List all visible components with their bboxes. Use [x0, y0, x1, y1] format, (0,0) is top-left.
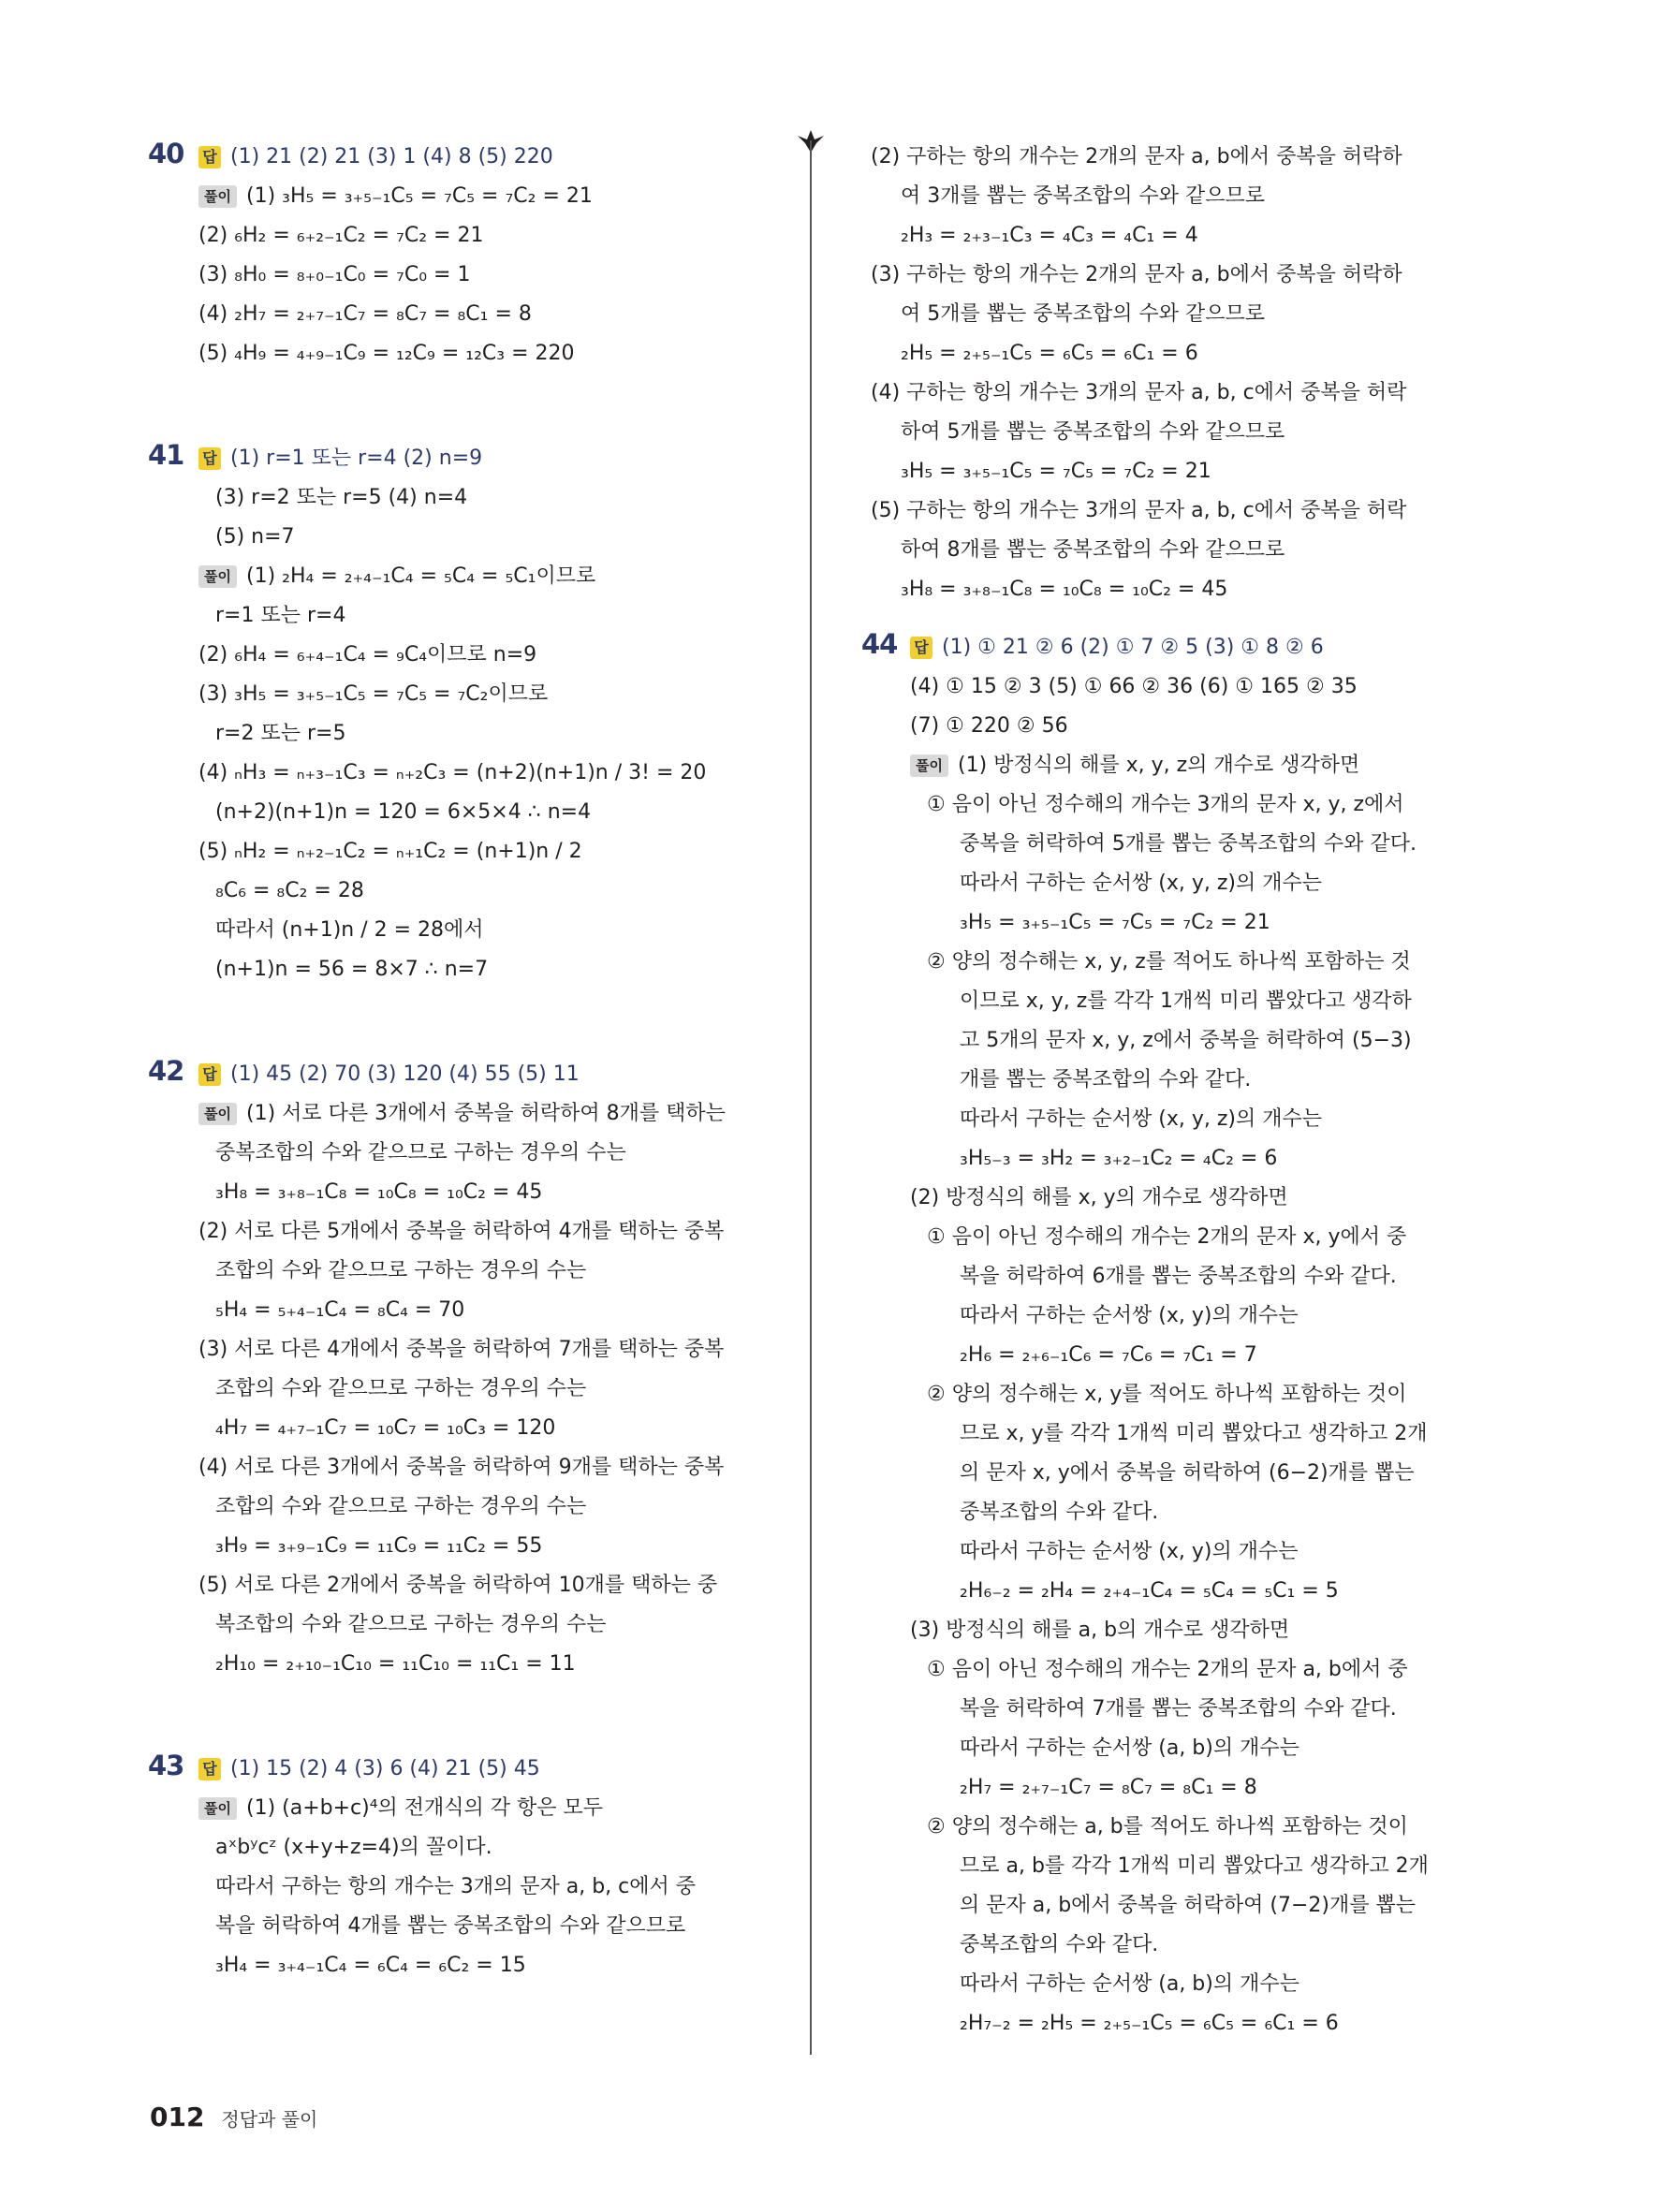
line-text: (5) 구하는 항의 개수는 3개의 문자 a, b, c에서 중복을 허락: [871, 499, 1407, 522]
solution-line: [150, 555, 768, 594]
page-footer: [150, 2102, 317, 2132]
line-text: (n+2)(n+1)n = 120 = 6×5×4 ∴ n=4: [215, 800, 592, 824]
text-line: [871, 1373, 1479, 1413]
answer-text: (1) 15 (2) 4 (3) 6 (4) 21 (5) 45: [230, 1757, 540, 1780]
line-text: ₃H₈ = ₃₊₈₋₁C₈ = ₁₀C₈ = ₁₀C₂ = 45: [215, 1180, 543, 1204]
line-text: r=2 또는 r=5: [215, 722, 346, 745]
text-line: [150, 1407, 768, 1446]
text-line: [871, 136, 1479, 175]
answer-line: [150, 136, 768, 175]
line-text: (3) 구하는 항의 개수는 2개의 문자 a, b에서 중복을 허락하: [871, 263, 1402, 286]
text-line: [871, 332, 1479, 372]
line-text: 따라서 구하는 순서쌍 (x, y)의 개수는: [960, 1304, 1299, 1327]
problem-number: 41: [148, 439, 184, 471]
line-text: ② 양의 정수해는 a, b를 적어도 하나씩 포함하는 것이: [927, 1815, 1408, 1838]
line-text: (3) 방정식의 해를 a, b의 개수로 생각하면: [910, 1619, 1290, 1642]
left-column: [150, 136, 768, 1984]
text-line: [150, 1486, 768, 1525]
text-line: [150, 1132, 768, 1171]
solution-line: [150, 175, 768, 214]
line-text: ₂H₆ = ₂₊₆₋₁C₆ = ₇C₆ = ₇C₁ = 7: [960, 1343, 1257, 1367]
solution-line: [150, 1092, 768, 1132]
line-text: 조합의 수와 같으므로 구하는 경우의 수는: [215, 1495, 587, 1518]
line-text: (3) r=2 또는 r=5 (4) n=4: [215, 486, 468, 509]
line-text: (4) ₙH₃ = ₙ₊₃₋₁C₃ = ₙ₊₂C₃ = (n+2)(n+1)n / 3! = 20: [198, 761, 707, 784]
problem-41: [150, 437, 768, 988]
line-text: (n+1)n = 56 = 8×7 ∴ n=7: [215, 958, 489, 981]
line-text: ₃H₅₋₃ = ₃H₂ = ₃₊₂₋₁C₂ = ₄C₂ = 6: [960, 1147, 1278, 1170]
text-line: [871, 1019, 1479, 1059]
text-line: [871, 941, 1479, 980]
text-line: [150, 1250, 768, 1289]
line-text: (2) 서로 다른 5개에서 중복을 허락하여 4개를 택하는 중복: [198, 1220, 725, 1243]
line-text: (2) ₆H₂ = ₆₊₂₋₁C₂ = ₇C₂ = 21: [198, 224, 484, 247]
text-line: [871, 1255, 1479, 1295]
text-line: [871, 450, 1479, 490]
line-text: 이므로 x, y, z를 각각 1개씩 미리 뽑았다고 생각하: [960, 989, 1412, 1013]
line-text: r=1 또는 r=4: [215, 604, 346, 627]
line-text: ₃H₉ = ₃₊₉₋₁C₉ = ₁₁C₉ = ₁₁C₂ = 55: [215, 1534, 543, 1558]
solution-text: (1) 방정식의 해를 x, y, z의 개수로 생각하면: [957, 754, 1360, 777]
problem-43: [150, 1748, 768, 1984]
line-text: ₄H₇ = ₄₊₇₋₁C₇ = ₁₀C₇ = ₁₀C₃ = 120: [215, 1416, 556, 1440]
line-text: 므로 x, y를 각각 1개씩 미리 뽑았다고 생각하고 2개: [960, 1422, 1428, 1445]
text-line: [871, 529, 1479, 568]
text-line: [150, 752, 768, 791]
line-text: 복을 허락하여 4개를 뽑는 중복조합의 수와 같으므로: [215, 1914, 686, 1938]
text-line: [150, 1905, 768, 1944]
text-line: [871, 2002, 1479, 2042]
line-text: 하여 8개를 뽑는 중복조합의 수와 같으므로: [901, 538, 1285, 562]
line-text: ② 양의 정수해는 x, y, z를 적어도 하나씩 포함하는 것: [927, 950, 1411, 974]
text-line: [871, 1491, 1479, 1531]
problem-44: [861, 626, 1479, 666]
answer-text: (1) r=1 또는 r=4 (2) n=9: [230, 447, 483, 470]
text-line: [871, 1452, 1479, 1491]
text-line: [150, 594, 768, 634]
text-line: [871, 293, 1479, 332]
line-text: 므로 a, b를 각각 1개씩 미리 뽑았다고 생각하고 2개: [960, 1854, 1429, 1878]
solution-line: [150, 1787, 768, 1826]
text-line: [150, 1866, 768, 1905]
line-text: 따라서 구하는 순서쌍 (a, b)의 개수는: [960, 1972, 1299, 1996]
line-text: (4) ₂H₇ = ₂₊₇₋₁C₇ = ₈C₇ = ₈C₁ = 8: [198, 302, 532, 326]
text-line: [871, 901, 1479, 941]
text-line: [150, 634, 768, 673]
line-text: 따라서 구하는 순서쌍 (x, y, z)의 개수는: [960, 872, 1322, 895]
line-text: (2) 구하는 항의 개수는 2개의 문자 a, b에서 중복을 허락하: [871, 145, 1402, 168]
text-line: [871, 1924, 1479, 1963]
line-text: 복조합의 수와 같으므로 구하는 경우의 수는: [215, 1613, 607, 1636]
line-text: ₂H₇ = ₂₊₇₋₁C₇ = ₈C₇ = ₈C₁ = 8: [960, 1776, 1257, 1799]
text-line: [150, 214, 768, 254]
line-text: 의 문자 a, b에서 중복을 허락하여 (7−2)개를 뽑는: [960, 1894, 1417, 1917]
answer-badge: 답: [198, 1758, 221, 1780]
problem-40: [150, 136, 768, 372]
line-text: 복을 허락하여 6개를 뽑는 중복조합의 수와 같다.: [960, 1265, 1397, 1288]
answer-text: (1) 21 (2) 21 (3) 1 (4) 8 (5) 220: [230, 145, 553, 168]
text-line: [871, 1098, 1479, 1137]
line-text: (7) ① 220 ② 56: [910, 714, 1068, 738]
line-text: ₃H₈ = ₃₊₈₋₁C₈ = ₁₀C₈ = ₁₀C₂ = 45: [901, 578, 1228, 601]
problem-number: 42: [148, 1055, 184, 1087]
answer-badge: 답: [198, 447, 221, 470]
text-line: [150, 948, 768, 988]
text-line: [871, 1295, 1479, 1334]
text-line: [150, 332, 768, 372]
line-text: 따라서 구하는 순서쌍 (x, y)의 개수는: [960, 1540, 1299, 1563]
line-text: 복을 허락하여 7개를 뽑는 중복조합의 수와 같다.: [960, 1697, 1397, 1721]
line-text: 여 3개를 뽑는 중복조합의 수와 같으므로: [901, 184, 1265, 208]
line-text: ① 음이 아닌 정수해의 개수는 3개의 문자 x, y, z에서: [927, 793, 1404, 816]
text-line: [150, 1826, 768, 1866]
answer-line: [871, 626, 1479, 666]
line-text: ① 음이 아닌 정수해의 개수는 2개의 문자 a, b에서 중: [927, 1658, 1408, 1681]
text-line: [150, 673, 768, 712]
line-text: 중복조합의 수와 같으므로 구하는 경우의 수는: [215, 1141, 626, 1165]
line-text: ② 양의 정수해는 x, y를 적어도 하나씩 포함하는 것이: [927, 1383, 1407, 1406]
text-line: [871, 980, 1479, 1019]
text-line: [871, 1413, 1479, 1452]
text-line: [871, 1216, 1479, 1255]
line-text: ₂H₇₋₂ = ₂H₅ = ₂₊₅₋₁C₅ = ₆C₅ = ₆C₁ = 6: [960, 2012, 1339, 2035]
text-line: [871, 1648, 1479, 1688]
line-text: 개를 뽑는 중복조합의 수와 같다.: [960, 1068, 1252, 1091]
line-text: (2) ₆H₄ = ₆₊₄₋₁C₄ = ₉C₄이므로 n=9: [198, 643, 537, 667]
text-line: [150, 1328, 768, 1368]
text-line: [871, 1963, 1479, 2002]
answer-text: (1) ① 21 ② 6 (2) ① 7 ② 5 (3) ① 8 ② 6: [942, 636, 1324, 659]
line-text: 하여 5개를 뽑는 중복조합의 수와 같으므로: [901, 420, 1285, 444]
text-line: [871, 1137, 1479, 1177]
page-number: 012: [150, 2102, 205, 2132]
solution-text: (1) 서로 다른 3개에서 중복을 허락하여 8개를 택하는: [245, 1102, 726, 1125]
text-line: [871, 1609, 1479, 1648]
text-line: [871, 175, 1479, 214]
text-line: [871, 1177, 1479, 1216]
text-line: [150, 516, 768, 555]
text-line: [150, 1604, 768, 1643]
column-divider: [810, 140, 812, 2055]
line-text: (4) 서로 다른 3개에서 중복을 허락하여 9개를 택하는 중복: [198, 1456, 725, 1479]
text-line: [871, 1570, 1479, 1609]
answer-badge: 답: [910, 637, 932, 659]
solution-text: (1) (a+b+c)⁴의 전개식의 각 항은 모두: [245, 1796, 604, 1820]
text-line: [871, 1334, 1479, 1373]
text-line: [871, 568, 1479, 608]
text-line: [871, 1059, 1479, 1098]
line-text: 의 문자 x, y에서 중복을 허락하여 (6−2)개를 뽑는: [960, 1461, 1415, 1485]
text-line: [871, 1845, 1479, 1884]
line-text: 따라서 구하는 항의 개수는 3개의 문자 a, b, c에서 중: [215, 1875, 697, 1898]
answer-badge: 답: [198, 1063, 221, 1086]
problem-number: 40: [148, 138, 184, 169]
text-line: [871, 823, 1479, 862]
text-line: [871, 372, 1479, 411]
text-line: [150, 293, 768, 332]
text-line: [871, 1688, 1479, 1727]
line-text: 여 5개를 뽑는 중복조합의 수와 같으므로: [901, 302, 1265, 326]
text-line: [871, 862, 1479, 901]
line-text: ₂H₁₀ = ₂₊₁₀₋₁C₁₀ = ₁₁C₁₀ = ₁₁C₁ = 11: [215, 1652, 576, 1676]
text-line: [150, 1564, 768, 1604]
problem-number: 43: [148, 1750, 184, 1781]
line-text: 조합의 수와 같으므로 구하는 경우의 수는: [215, 1377, 587, 1400]
line-text: 고 5개의 문자 x, y, z에서 중복을 허락하여 (5−3): [960, 1029, 1412, 1052]
solution-text: (1) ₃H₅ = ₃₊₅₋₁C₅ = ₇C₅ = ₇C₂ = 21: [245, 184, 593, 208]
right-column: [861, 136, 1479, 2042]
line-text: (3) 서로 다른 4개에서 중복을 허락하여 7개를 택하는 중복: [198, 1338, 725, 1361]
text-line: [871, 1806, 1479, 1845]
answer-badge: 답: [198, 146, 221, 168]
solution-text: (1) ₂H₄ = ₂₊₄₋₁C₄ = ₅C₄ = ₅C₁이므로: [245, 564, 596, 588]
text-line: [150, 791, 768, 830]
text-line: [150, 254, 768, 293]
line-text: ① 음이 아닌 정수해의 개수는 2개의 문자 x, y에서 중: [927, 1225, 1407, 1249]
line-text: (3) ₃H₅ = ₃₊₅₋₁C₅ = ₇C₅ = ₇C₂이므로: [198, 682, 549, 706]
line-text: ₅H₄ = ₅₊₄₋₁C₄ = ₈C₄ = 70: [215, 1298, 465, 1322]
text-line: [871, 1766, 1479, 1806]
text-line: [871, 705, 1479, 744]
text-line: [150, 1643, 768, 1682]
text-line: [150, 870, 768, 909]
text-line: [871, 411, 1479, 450]
line-text: (4) 구하는 항의 개수는 3개의 문자 a, b, c에서 중복을 허락: [871, 381, 1407, 404]
line-text: ₂H₅ = ₂₊₅₋₁C₅ = ₆C₅ = ₆C₁ = 6: [901, 342, 1198, 365]
text-line: [150, 476, 768, 516]
line-text: aˣbʸcᶻ (x+y+z=4)의 꼴이다.: [215, 1836, 492, 1859]
line-text: ₂H₃ = ₂₊₃₋₁C₃ = ₄C₃ = ₄C₁ = 4: [901, 224, 1198, 247]
line-text: (5) ₙH₂ = ₙ₊₂₋₁C₂ = ₙ₊₁C₂ = (n+1)n / 2: [198, 840, 582, 863]
text-line: [871, 1531, 1479, 1570]
text-line: [150, 1525, 768, 1564]
line-text: 중복조합의 수와 같다.: [960, 1501, 1159, 1524]
solution-badge: 풀이: [198, 1103, 237, 1125]
text-line: [871, 1727, 1479, 1766]
line-text: 따라서 (n+1)n / 2 = 28에서: [215, 918, 484, 942]
text-line: [150, 909, 768, 948]
line-text: ₂H₆₋₂ = ₂H₄ = ₂₊₄₋₁C₄ = ₅C₄ = ₅C₁ = 5: [960, 1579, 1339, 1603]
problem-number: 44: [861, 628, 898, 660]
text-line: [871, 214, 1479, 254]
line-text: 조합의 수와 같으므로 구하는 경우의 수는: [215, 1259, 587, 1282]
text-line: [150, 1210, 768, 1250]
line-text: ₃H₅ = ₃₊₅₋₁C₅ = ₇C₅ = ₇C₂ = 21: [901, 460, 1211, 483]
text-line: [871, 254, 1479, 293]
text-line: [150, 830, 768, 870]
line-text: (4) ① 15 ② 3 (5) ① 66 ② 36 (6) ① 165 ② 35: [910, 675, 1358, 698]
text-line: [150, 1446, 768, 1486]
text-line: [150, 1944, 768, 1984]
footer-label: 정답과 풀이: [221, 2108, 318, 2131]
answer-line: [150, 1053, 768, 1092]
text-line: [150, 1171, 768, 1210]
text-line: [150, 1368, 768, 1407]
solution-line: [871, 744, 1479, 784]
answer-text: (1) 45 (2) 70 (3) 120 (4) 55 (5) 11: [230, 1062, 580, 1086]
line-text: 중복조합의 수와 같다.: [960, 1933, 1159, 1956]
line-text: (3) ₈H₀ = ₈₊₀₋₁C₀ = ₇C₀ = 1: [198, 263, 471, 286]
line-text: 따라서 구하는 순서쌍 (x, y, z)의 개수는: [960, 1107, 1322, 1131]
text-line: [871, 784, 1479, 823]
solution-badge: 풀이: [198, 185, 237, 208]
text-line: [871, 1884, 1479, 1924]
line-text: (5) 서로 다른 2개에서 중복을 허락하여 10개를 택하는 중: [198, 1574, 718, 1597]
answer-line: [150, 437, 768, 476]
solution-badge: 풀이: [910, 754, 948, 777]
solution-badge: 풀이: [198, 1797, 237, 1820]
text-line: [871, 490, 1479, 529]
solution-badge: 풀이: [198, 565, 237, 588]
line-text: 따라서 구하는 순서쌍 (a, b)의 개수는: [960, 1736, 1299, 1760]
line-text: ₃H₅ = ₃₊₅₋₁C₅ = ₇C₅ = ₇C₂ = 21: [960, 911, 1270, 934]
text-line: [150, 712, 768, 752]
line-text: (5) n=7: [215, 525, 295, 549]
line-text: ₃H₄ = ₃₊₄₋₁C₄ = ₆C₄ = ₆C₂ = 15: [215, 1954, 526, 1977]
line-text: ₈C₆ = ₈C₂ = 28: [215, 879, 364, 902]
text-line: [871, 666, 1479, 705]
line-text: (2) 방정식의 해를 x, y의 개수로 생각하면: [910, 1186, 1288, 1209]
line-text: (5) ₄H₉ = ₄₊₉₋₁C₉ = ₁₂C₉ = ₁₂C₃ = 220: [198, 342, 575, 365]
text-line: [150, 1289, 768, 1328]
answer-line: [150, 1748, 768, 1787]
problem-42: [150, 1053, 768, 1682]
line-text: 중복을 허락하여 5개를 뽑는 중복조합의 수와 같다.: [960, 832, 1417, 856]
